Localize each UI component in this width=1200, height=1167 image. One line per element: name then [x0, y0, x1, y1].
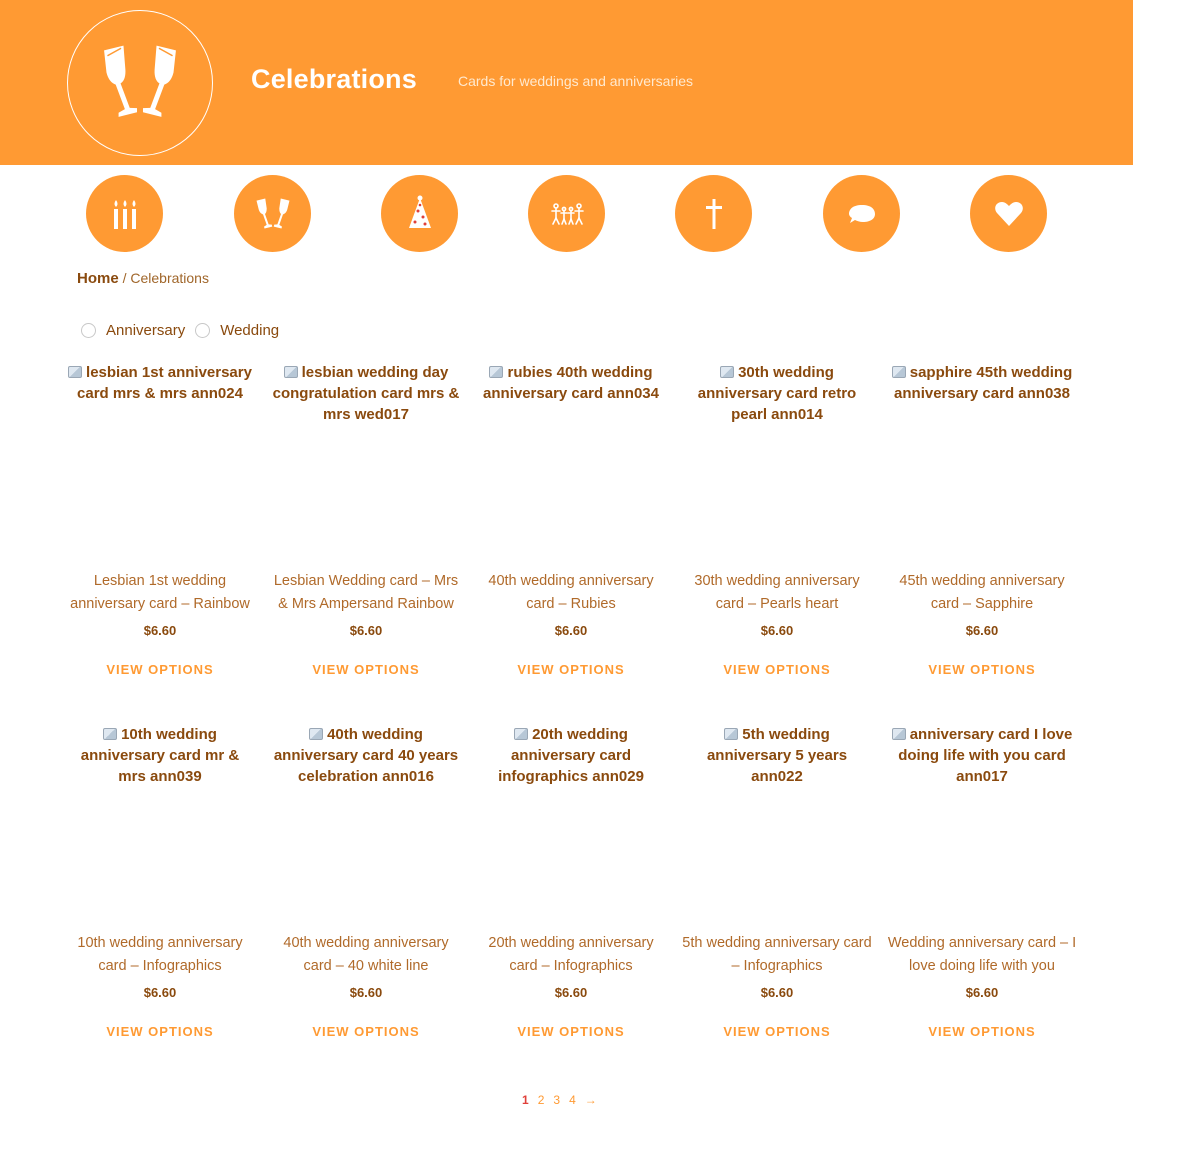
product-image-alt: 10th wedding anniversary card mr & mrs ann039 [80, 726, 240, 785]
view-options-button[interactable]: VIEW OPTIONS [312, 1024, 420, 1039]
product-image[interactable] [65, 724, 255, 924]
product-card [476, 724, 666, 1039]
category-messages-link[interactable] [823, 175, 900, 252]
category-family-link[interactable] [528, 175, 605, 252]
product-image[interactable] [682, 724, 872, 924]
product-title[interactable]: 45th wedding anniversary card – Sapphire [899, 573, 1065, 612]
product-card [271, 724, 461, 1039]
heart-icon [989, 194, 1029, 234]
filter-anniversary[interactable] [81, 322, 185, 339]
product-title[interactable]: Lesbian Wedding card – Mrs & Mrs Ampersand Rainbow [273, 573, 459, 612]
broken-image-icon [309, 728, 323, 740]
category-filters [81, 322, 289, 339]
product-card [682, 362, 872, 677]
product-title[interactable]: 20th wedding anniversary card – Infographics [488, 935, 654, 974]
cross-icon [694, 194, 734, 234]
category-birthday-link[interactable] [86, 175, 163, 252]
site-tagline: Cards for weddings and anniversaries [458, 73, 694, 89]
broken-image-icon [68, 366, 82, 378]
filter-anniversary-label: Anniversary [106, 322, 186, 339]
product-image-alt: 40th wedding anniversary card 40 years celebration ann016 [273, 726, 459, 785]
site-header [0, 0, 1133, 165]
breadcrumb-home-link[interactable]: Home [77, 270, 119, 287]
filter-wedding[interactable] [195, 322, 279, 339]
product-title[interactable]: Lesbian 1st wedding anniversary card – Rainbow [70, 573, 250, 612]
broken-image-icon [103, 728, 117, 740]
champagne-glasses-icon [92, 35, 188, 131]
product-price: $6.60 [965, 623, 999, 638]
page-link-4[interactable]: 4 [569, 1093, 576, 1107]
page-current: 1 [522, 1093, 529, 1107]
product-title[interactable]: 40th wedding anniversary card – 40 white line [283, 935, 449, 974]
product-price: $6.60 [760, 985, 794, 1000]
product-image-alt: lesbian 1st anniversary card mrs & mrs ann024 [77, 364, 252, 402]
product-card [65, 362, 255, 677]
product-image-alt: lesbian wedding day congratulation card mrs & mrs wed017 [272, 364, 460, 423]
product-price: $6.60 [349, 623, 383, 638]
breadcrumb-current: Celebrations [130, 270, 209, 286]
site-logo[interactable] [67, 10, 213, 156]
broken-image-icon [720, 366, 734, 378]
product-title[interactable]: 10th wedding anniversary card – Infographics [77, 935, 243, 974]
product-price: $6.60 [143, 985, 177, 1000]
product-price: $6.60 [965, 985, 999, 1000]
next-page-arrow-icon[interactable]: → [584, 1093, 597, 1107]
champagne-glasses-icon [253, 194, 293, 234]
product-price: $6.60 [554, 623, 588, 638]
category-love-link[interactable] [970, 175, 1047, 252]
product-image-alt: rubies 40th wedding anniversary card ann034 [483, 364, 659, 402]
product-price: $6.60 [349, 985, 383, 1000]
product-title[interactable]: 30th wedding anniversary card – Pearls heart [694, 573, 860, 612]
product-image[interactable] [476, 362, 666, 562]
broken-image-icon [284, 366, 298, 378]
page-link-3[interactable]: 3 [553, 1093, 561, 1107]
broken-image-icon [724, 728, 738, 740]
view-options-button[interactable]: VIEW OPTIONS [928, 1024, 1036, 1039]
category-sympathy-link[interactable] [675, 175, 752, 252]
product-image[interactable] [65, 362, 255, 562]
broken-image-icon [892, 728, 906, 740]
product-image[interactable] [887, 362, 1077, 562]
product-card [682, 724, 872, 1039]
product-image-alt: anniversary card I love doing life with you card ann017 [898, 726, 1073, 785]
product-card [65, 724, 255, 1039]
breadcrumb-separator: / [122, 270, 127, 286]
category-celebrations-link[interactable] [234, 175, 311, 252]
speech-bubble-icon [842, 194, 882, 234]
family-icon [547, 194, 587, 234]
view-options-button[interactable]: VIEW OPTIONS [517, 662, 625, 677]
product-title[interactable]: 40th wedding anniversary card – Rubies [488, 573, 654, 612]
product-image[interactable] [682, 362, 872, 562]
product-price: $6.60 [760, 623, 794, 638]
product-price: $6.60 [554, 985, 588, 1000]
product-image[interactable] [476, 724, 666, 924]
category-nav [0, 175, 1133, 253]
product-price: $6.60 [143, 623, 177, 638]
product-image-alt: 20th wedding anniversary card infographics ann029 [498, 726, 644, 785]
filter-anniversary-radio[interactable] [81, 323, 96, 338]
filter-wedding-radio[interactable] [195, 323, 210, 338]
product-card [887, 362, 1077, 677]
product-image[interactable] [271, 724, 461, 924]
site-title[interactable]: Celebrations [251, 64, 417, 94]
breadcrumb [77, 270, 209, 287]
product-image[interactable] [887, 724, 1077, 924]
product-image-alt: 30th wedding anniversary card retro pearl ann014 [697, 364, 857, 423]
view-options-button[interactable]: VIEW OPTIONS [517, 1024, 625, 1039]
product-image[interactable] [271, 362, 461, 562]
view-options-button[interactable]: VIEW OPTIONS [723, 1024, 831, 1039]
party-hat-icon [400, 194, 440, 234]
view-options-button[interactable]: VIEW OPTIONS [106, 1024, 214, 1039]
view-options-button[interactable]: VIEW OPTIONS [928, 662, 1036, 677]
view-options-button[interactable]: VIEW OPTIONS [723, 662, 831, 677]
view-options-button[interactable]: VIEW OPTIONS [106, 662, 214, 677]
filter-wedding-label: Wedding [220, 322, 280, 339]
product-image-alt: sapphire 45th wedding anniversary card ann038 [894, 364, 1073, 402]
pagination [522, 1093, 606, 1107]
page-link-2[interactable]: 2 [537, 1093, 545, 1107]
product-card [271, 362, 461, 677]
broken-image-icon [514, 728, 528, 740]
product-card [476, 362, 666, 677]
category-party-link[interactable] [381, 175, 458, 252]
product-image-alt: 5th wedding anniversary 5 years ann022 [706, 726, 848, 785]
product-title[interactable]: Wedding anniversary card – I love doing life with you [887, 935, 1077, 974]
product-card [887, 724, 1077, 1039]
broken-image-icon [489, 366, 503, 378]
view-options-button[interactable]: VIEW OPTIONS [312, 662, 420, 677]
product-title[interactable]: 5th wedding anniversary card – Infographics [682, 935, 872, 974]
broken-image-icon [892, 366, 906, 378]
candles-icon [105, 194, 145, 234]
